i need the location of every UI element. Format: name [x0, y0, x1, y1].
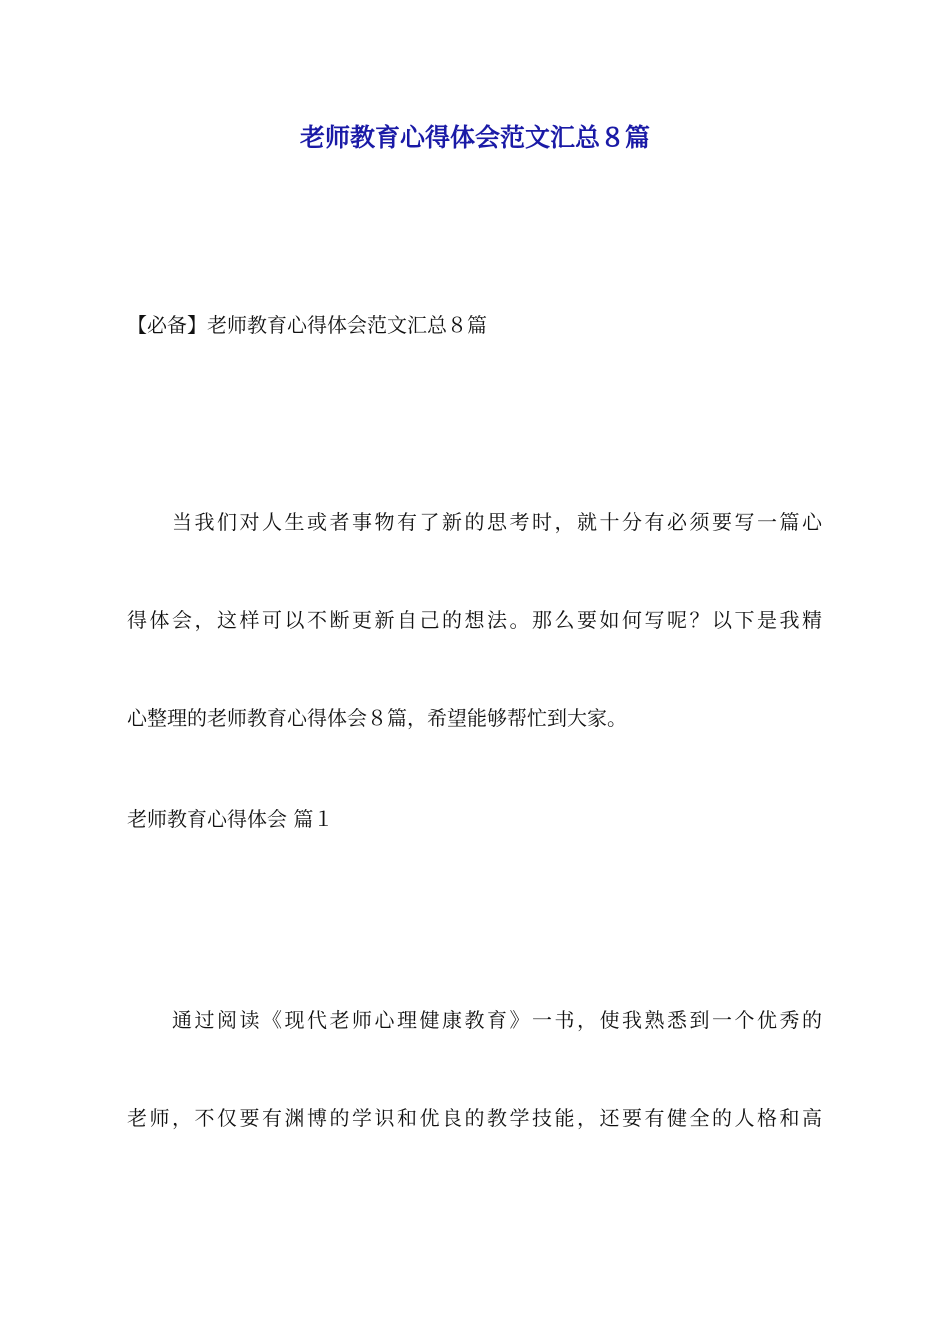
- intro-line-3: 心整理的老师教育心得体会８篇，希望能够帮忙到大家。: [127, 706, 627, 730]
- document-title: 老师教育心得体会范文汇总８篇: [299, 123, 650, 152]
- intro-line-1: 当我们对人生或者事物有了新的思考时，就十分有必须要写一篇心: [172, 510, 822, 534]
- section-body-line-2: 老师，不仅要有渊博的学识和优良的教学技能，还要有健全的人格和高: [127, 1106, 822, 1130]
- document-subtitle: 【必备】老师教育心得体会范文汇总８篇: [127, 313, 487, 337]
- section-body-line-1: 通过阅读《现代老师心理健康教育》一书，使我熟悉到一个优秀的: [172, 1008, 822, 1032]
- intro-line-2: 得体会，这样可以不断更新自己的想法。那么要如何写呢？以下是我精: [127, 608, 822, 632]
- section-heading: 老师教育心得体会 篇１: [127, 807, 334, 831]
